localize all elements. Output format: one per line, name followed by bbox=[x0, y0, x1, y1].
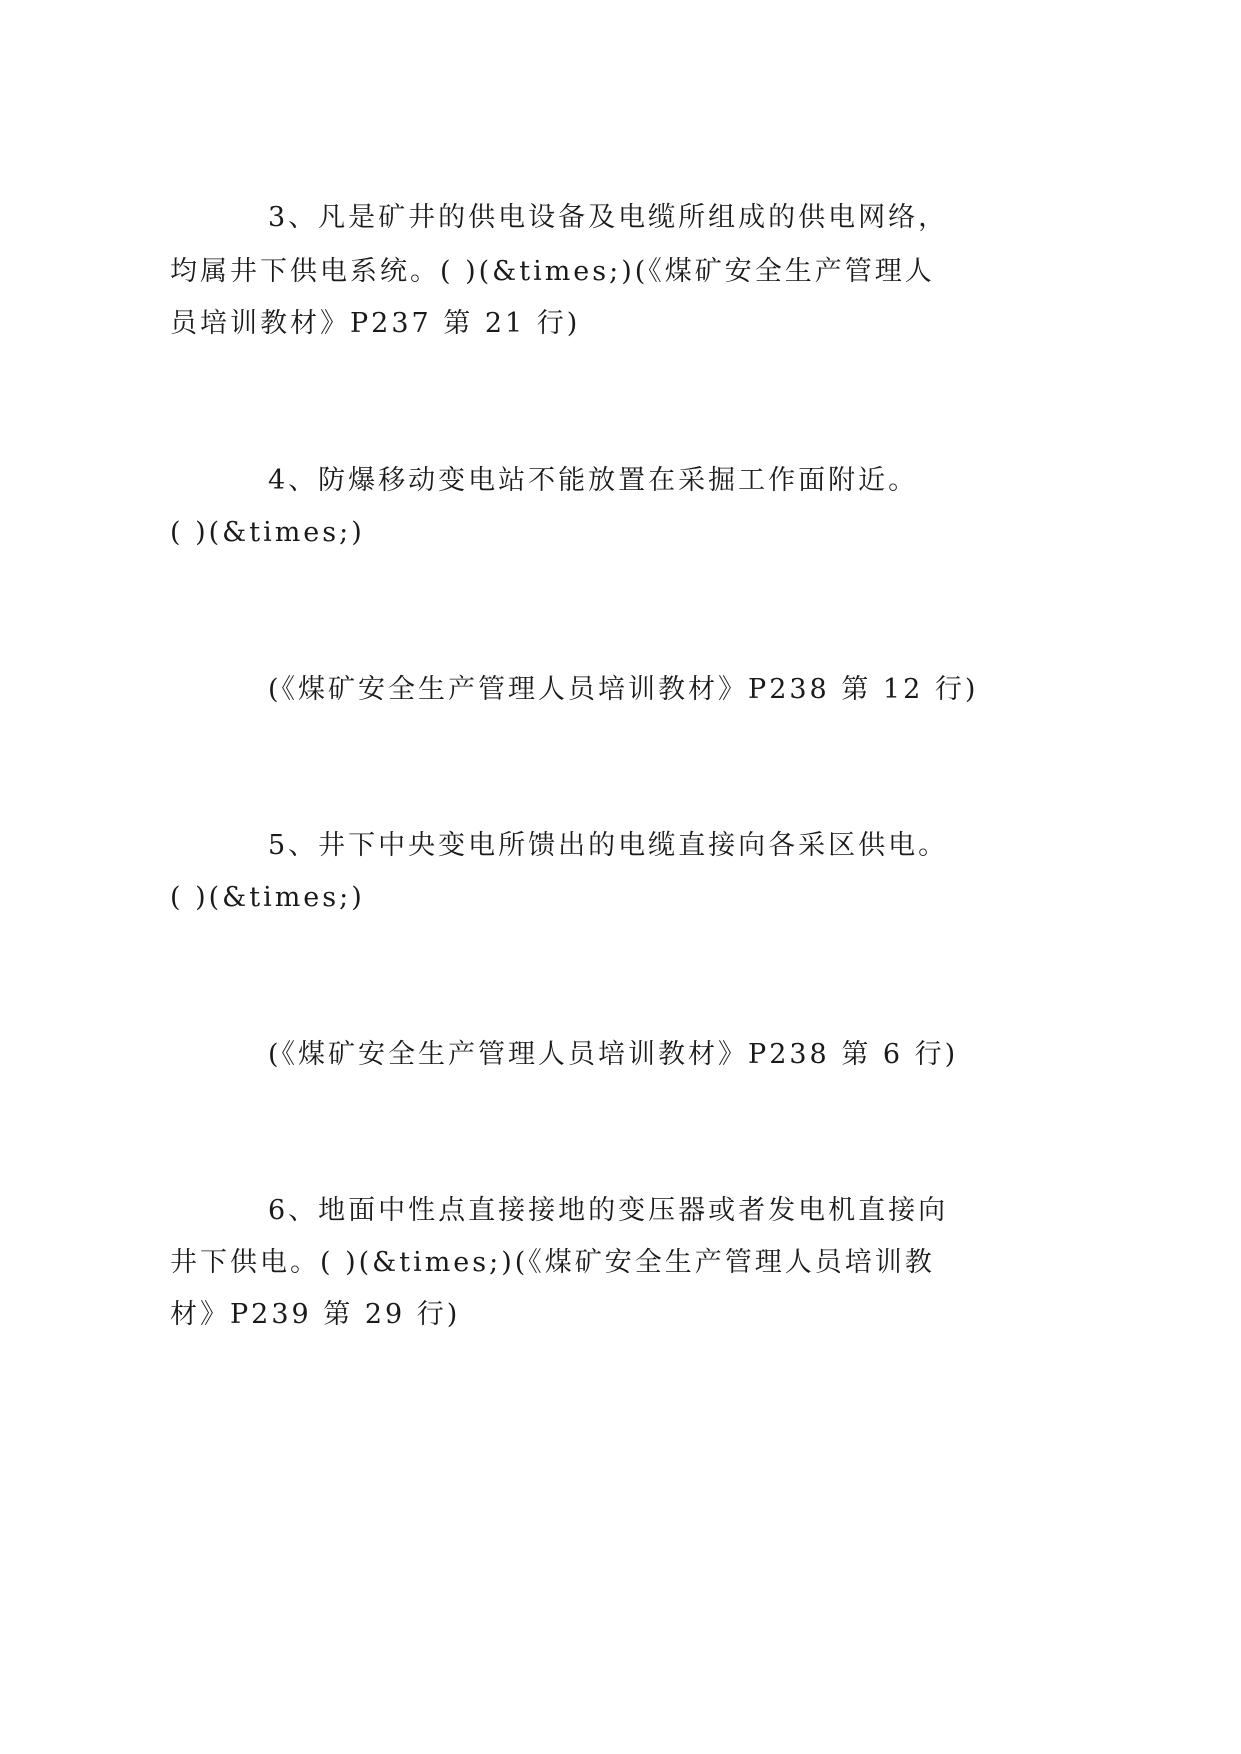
text-line: ( )(&times;) bbox=[170, 882, 365, 913]
text-line: 5、井下中央变电所馈出的电缆直接向各采区供电。 bbox=[268, 830, 949, 861]
text-line: 6、地面中性点直接接地的变压器或者发电机直接向 bbox=[268, 1195, 949, 1226]
text-line: 材》P239 第 29 行) bbox=[170, 1299, 461, 1330]
text-line: (《煤矿安全生产管理人员培训教材》P238 第 6 行) bbox=[268, 1039, 959, 1070]
text-line: 4、防爆移动变电站不能放置在采掘工作面附近。 bbox=[268, 465, 919, 496]
text-line: (《煤矿安全生产管理人员培训教材》P238 第 12 行) bbox=[268, 674, 979, 705]
text-line: 井下供电。( )(&times;)(《煤矿安全生产管理人员培训教 bbox=[170, 1247, 935, 1278]
text-line: 均属井下供电系统。( )(&times;)(《煤矿安全生产管理人 bbox=[170, 256, 935, 287]
text-line: 3、凡是矿井的供电设备及电缆所组成的供电网络， bbox=[268, 202, 949, 233]
text-line: 员培训教材》P237 第 21 行) bbox=[170, 308, 581, 339]
text-line: ( )(&times;) bbox=[170, 517, 365, 548]
